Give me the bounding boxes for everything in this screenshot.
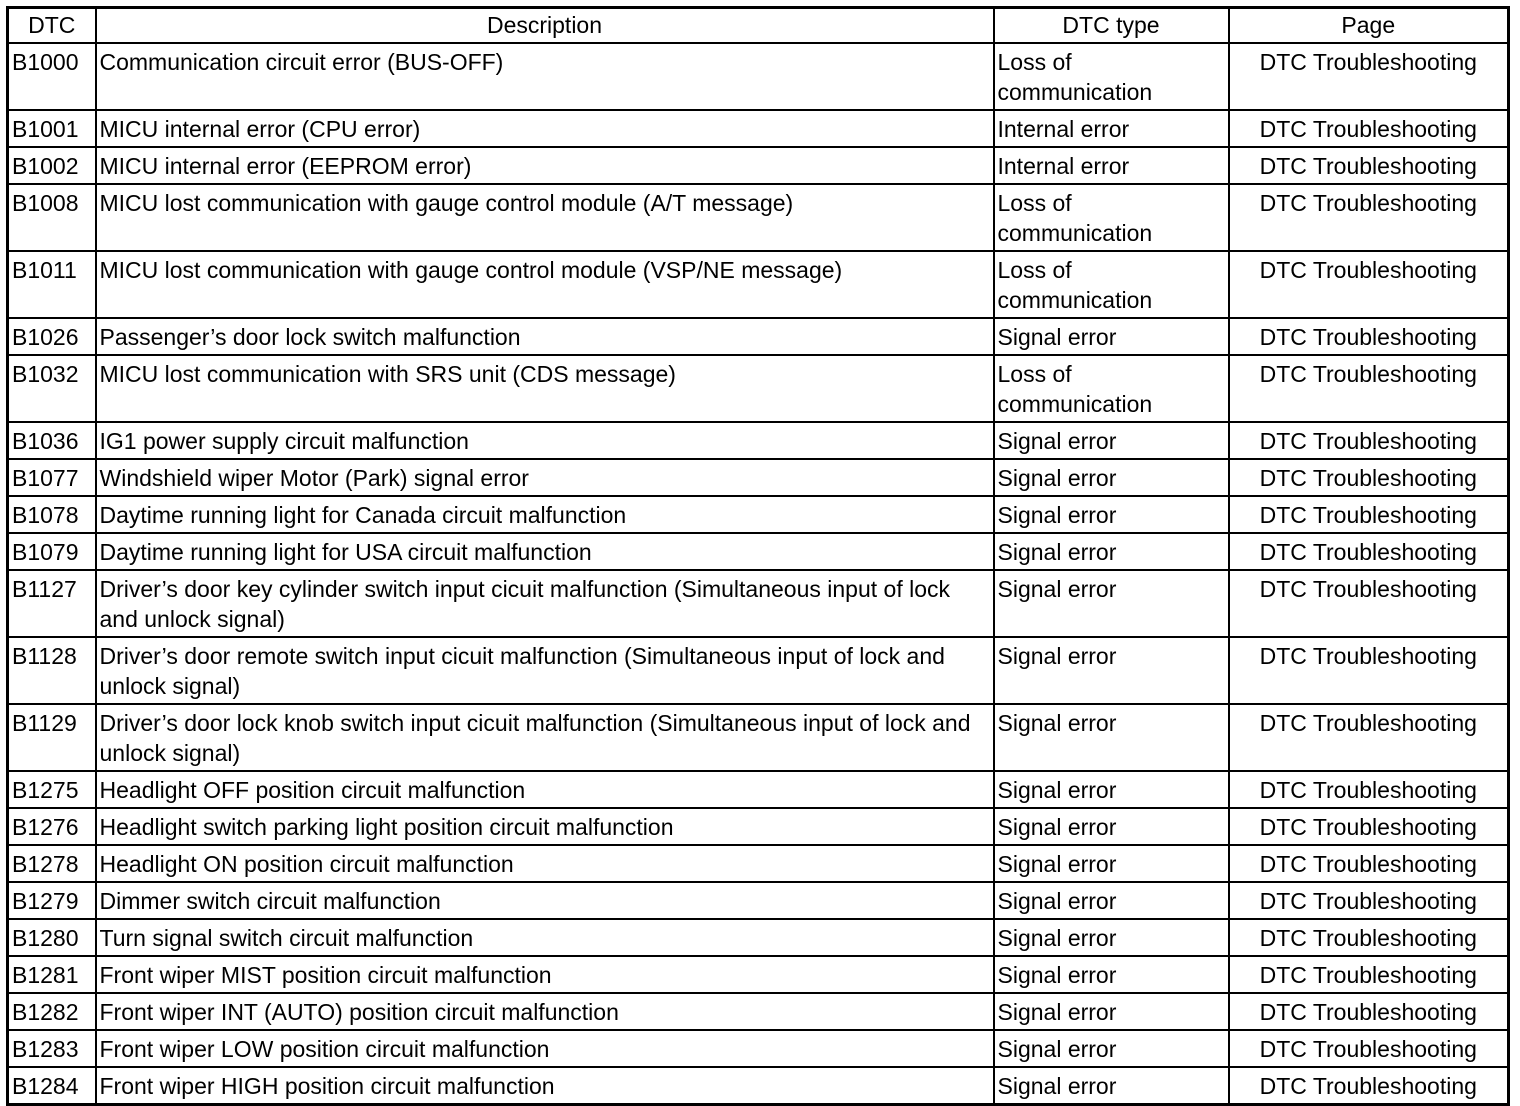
page-link-cell: DTC Troubleshooting [1229,1067,1509,1105]
dtc-code-cell: B1077 [8,459,96,496]
table-row [8,318,1509,355]
description-cell: Front wiper MIST position circuit malfunction [96,956,994,993]
description-cell: MICU internal error (EEPROM error) [96,147,994,184]
description-cell: Communication circuit error (BUS-OFF) [96,43,994,110]
description-cell: MICU lost communication with gauge control module (VSP/NE message) [96,251,994,318]
dtc-type-cell: Signal error [994,882,1229,919]
table-row [8,43,1509,110]
page-link-cell: DTC Troubleshooting [1229,845,1509,882]
dtc-code-cell: B1280 [8,919,96,956]
dtc-code-cell: B1026 [8,318,96,355]
dtc-type-cell: Signal error [994,808,1229,845]
dtc-code-cell: B1001 [8,110,96,147]
table-row [8,147,1509,184]
description-cell: Front wiper HIGH position circuit malfunction [96,1067,994,1105]
page-link-cell: DTC Troubleshooting [1229,771,1509,808]
header-page: Page [1229,8,1509,44]
page-link-cell: DTC Troubleshooting [1229,318,1509,355]
description-cell: Windshield wiper Motor (Park) signal error [96,459,994,496]
dtc-type-cell: Internal error [994,110,1229,147]
table-row [8,184,1509,251]
page-link-cell: DTC Troubleshooting [1229,570,1509,637]
dtc-type-cell: Signal error [994,422,1229,459]
table-body [8,43,1509,1105]
dtc-code-cell: B1282 [8,993,96,1030]
page-link-cell: DTC Troubleshooting [1229,496,1509,533]
page-link-cell: DTC Troubleshooting [1229,43,1509,110]
table-row [8,1067,1509,1105]
dtc-code-cell: B1000 [8,43,96,110]
dtc-type-cell: Signal error [994,496,1229,533]
dtc-type-cell: Signal error [994,637,1229,704]
dtc-type-cell: Signal error [994,459,1229,496]
page-link-cell: DTC Troubleshooting [1229,422,1509,459]
dtc-type-cell: Signal error [994,771,1229,808]
description-cell: IG1 power supply circuit malfunction [96,422,994,459]
dtc-type-cell: Loss of communication [994,184,1229,251]
description-cell: Driver’s door remote switch input cicuit malfunction (Simultaneous input of lock and unlock signal) [96,637,994,704]
dtc-code-cell: B1008 [8,184,96,251]
dtc-code-cell: B1011 [8,251,96,318]
dtc-type-cell: Signal error [994,956,1229,993]
page-link-cell: DTC Troubleshooting [1229,147,1509,184]
table-row [8,771,1509,808]
dtc-code-cell: B1127 [8,570,96,637]
dtc-code-cell: B1281 [8,956,96,993]
dtc-type-cell: Signal error [994,704,1229,771]
dtc-type-cell: Loss of communication [994,251,1229,318]
table-row [8,422,1509,459]
dtc-type-cell: Loss of communication [994,43,1229,110]
dtc-code-cell: B1032 [8,355,96,422]
page-link-cell: DTC Troubleshooting [1229,459,1509,496]
table-row [8,496,1509,533]
dtc-code-cell: B1079 [8,533,96,570]
page-link-cell: DTC Troubleshooting [1229,1030,1509,1067]
dtc-type-cell: Internal error [994,147,1229,184]
dtc-type-cell: Signal error [994,318,1229,355]
dtc-type-cell: Loss of communication [994,355,1229,422]
dtc-code-cell: B1002 [8,147,96,184]
table-row [8,919,1509,956]
description-cell: Driver’s door lock knob switch input cicuit malfunction (Simultaneous input of lock and unlock signal) [96,704,994,771]
table-row [8,355,1509,422]
dtc-type-cell: Signal error [994,533,1229,570]
page-link-cell: DTC Troubleshooting [1229,533,1509,570]
description-cell: Dimmer switch circuit malfunction [96,882,994,919]
dtc-type-cell: Signal error [994,919,1229,956]
header-dtc-type: DTC type [994,8,1229,44]
page-link-cell: DTC Troubleshooting [1229,956,1509,993]
table-row [8,110,1509,147]
dtc-type-cell: Signal error [994,1067,1229,1105]
page-link-cell: DTC Troubleshooting [1229,919,1509,956]
description-cell: MICU lost communication with gauge control module (A/T message) [96,184,994,251]
page-link-cell: DTC Troubleshooting [1229,993,1509,1030]
description-cell: Front wiper LOW position circuit malfunction [96,1030,994,1067]
dtc-code-cell: B1283 [8,1030,96,1067]
header-row [8,8,1509,44]
table-row [8,704,1509,771]
table-row [8,1030,1509,1067]
description-cell: MICU lost communication with SRS unit (CDS message) [96,355,994,422]
page-link-cell: DTC Troubleshooting [1229,704,1509,771]
description-cell: MICU internal error (CPU error) [96,110,994,147]
dtc-code-cell: B1278 [8,845,96,882]
page-link-cell: DTC Troubleshooting [1229,808,1509,845]
description-cell: Turn signal switch circuit malfunction [96,919,994,956]
dtc-type-cell: Signal error [994,993,1229,1030]
table-header [8,8,1509,44]
description-cell: Daytime running light for USA circuit malfunction [96,533,994,570]
table-row [8,251,1509,318]
table-row [8,956,1509,993]
page-link-cell: DTC Troubleshooting [1229,355,1509,422]
dtc-type-cell: Signal error [994,570,1229,637]
table-row [8,533,1509,570]
dtc-code-cell: B1128 [8,637,96,704]
page-link-cell: DTC Troubleshooting [1229,637,1509,704]
dtc-code-cell: B1078 [8,496,96,533]
dtc-code-cell: B1036 [8,422,96,459]
dtc-code-cell: B1279 [8,882,96,919]
description-cell: Driver’s door key cylinder switch input cicuit malfunction (Simultaneous input of lock and unlock signal) [96,570,994,637]
table-row [8,993,1509,1030]
table-row [8,570,1509,637]
table-row [8,882,1509,919]
dtc-type-cell: Signal error [994,845,1229,882]
dtc-code-cell: B1284 [8,1067,96,1105]
page-link-cell: DTC Troubleshooting [1229,882,1509,919]
page-link-cell: DTC Troubleshooting [1229,184,1509,251]
page-link-cell: DTC Troubleshooting [1229,110,1509,147]
dtc-code-cell: B1129 [8,704,96,771]
table-row [8,808,1509,845]
dtc-code-cell: B1276 [8,808,96,845]
header-dtc: DTC [8,8,96,44]
page-link-cell: DTC Troubleshooting [1229,251,1509,318]
dtc-code-cell: B1275 [8,771,96,808]
table-row [8,459,1509,496]
dtc-type-cell: Signal error [994,1030,1229,1067]
description-cell: Passenger’s door lock switch malfunction [96,318,994,355]
table-row [8,845,1509,882]
description-cell: Daytime running light for Canada circuit malfunction [96,496,994,533]
description-cell: Headlight OFF position circuit malfunction [96,771,994,808]
header-description: Description [96,8,994,44]
dtc-table [6,6,1510,1106]
description-cell: Headlight ON position circuit malfunction [96,845,994,882]
table-row [8,637,1509,704]
description-cell: Front wiper INT (AUTO) position circuit malfunction [96,993,994,1030]
description-cell: Headlight switch parking light position circuit malfunction [96,808,994,845]
